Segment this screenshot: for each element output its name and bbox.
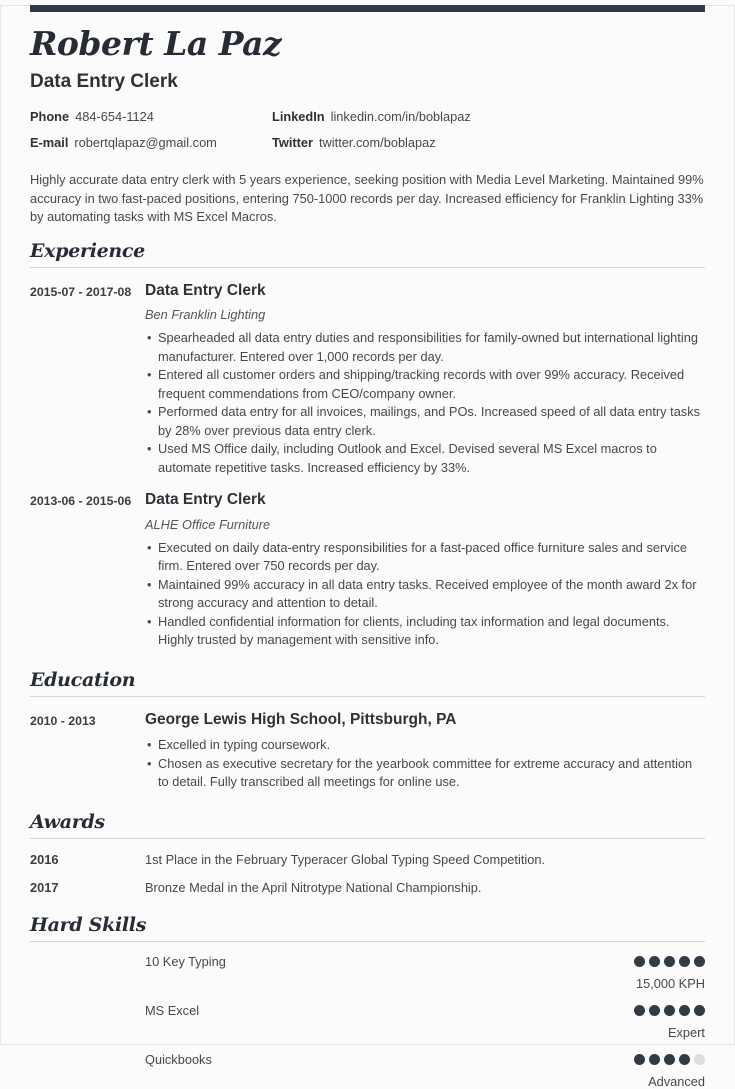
resume-header	[30, 26, 705, 150]
education-entries	[30, 711, 705, 792]
skill-rating-dot-icon	[649, 1005, 660, 1016]
skill-rating-dot-icon	[694, 956, 705, 967]
education-entry	[30, 711, 705, 792]
skill-rating-dot-icon	[664, 1054, 675, 1065]
section-experience	[30, 241, 705, 650]
skill-rating-dots	[634, 1054, 705, 1065]
education-role: George Lewis High School, Pittsburgh, PA	[145, 710, 457, 728]
section-education	[30, 670, 705, 792]
experience-dates: 2015-07 - 2017-08	[30, 284, 132, 299]
bullet-item: • Maintained 99% accuracy in all data entry tasks. Received employee of the month award 2x for strong accuracy and attention to detail.	[145, 576, 705, 613]
contact-grid	[30, 109, 705, 150]
skill-level: Advanced	[648, 1073, 705, 1089]
award-text: 1st Place in the February Typeracer Global Typing Speed Competition.	[145, 851, 546, 867]
section-title-awards: Awards	[30, 810, 105, 833]
skill-rating-dot-icon	[664, 1005, 675, 1016]
bullet-item: • Entered all customer orders and shipping/tracking records with over 99% accuracy. Received frequent commendations from CEO/company owner.	[145, 366, 705, 403]
education-dates: 2010 - 2013	[30, 713, 96, 728]
resume-document	[0, 5, 735, 1089]
skill-main	[145, 1052, 705, 1067]
resume-page	[0, 5, 735, 1089]
skill-body	[145, 1003, 705, 1040]
bullet-item: • Performed data entry for all invoices, mailings, and POs. Increased speed of all data entry tasks by 28% over previous data entry clerk.	[145, 403, 705, 440]
top-accent-bar	[30, 5, 705, 12]
bullet-item: • Chosen as executive secretary for the yearbook committee for extreme accuracy and attention to detail. Fully transcribed all meetings for online use.	[145, 755, 705, 792]
section-divider	[30, 696, 705, 697]
section-title-education: Education	[30, 668, 136, 691]
contact-item	[272, 135, 705, 150]
skill-name: 10 Key Typing	[145, 953, 226, 969]
experience-role: Data Entry Clerk	[145, 281, 266, 299]
skill-rating-dot-icon	[649, 956, 660, 967]
contact-item	[30, 109, 272, 124]
skill-rating-dot-icon	[664, 956, 675, 967]
skill-name: Quickbooks	[145, 1051, 212, 1067]
skill-rating-dot-icon	[694, 1054, 705, 1065]
contact-value: 484-654-1124	[75, 109, 154, 125]
skill-row	[30, 1052, 705, 1089]
section-title-hard-skills: Hard Skills	[30, 913, 147, 936]
skill-row	[30, 954, 705, 991]
bullet-item: • Handled confidential information for clients, including tax information and legal documents. Highly trusted by management with sensitive info.	[145, 613, 705, 650]
education-bullet-list	[145, 736, 705, 792]
skill-rating-dot-icon	[694, 1005, 705, 1016]
section-divider	[30, 941, 705, 942]
skill-rating-dots	[634, 1005, 705, 1016]
skill-rating-dot-icon	[679, 956, 690, 967]
experience-entries	[30, 282, 705, 650]
experience-bullet-list	[145, 329, 705, 477]
skill-rating-dot-icon	[679, 1054, 690, 1065]
experience-entry-body	[145, 282, 705, 478]
contact-label: E-mail	[30, 135, 69, 151]
summary-text: Highly accurate data entry clerk with 5 years experience, seeking position with Media Level Marketing. Maintained 99% accuracy in two fast-paced positions, entering 750-1000 records per day. Increased efficiency for Franklin Lighting 33% by automating tasks with MS Excel Macros.	[30, 172, 704, 225]
skill-rating-dot-icon	[679, 1005, 690, 1016]
skill-main	[145, 1003, 705, 1018]
section-awards	[30, 812, 705, 895]
contact-label: Twitter	[272, 135, 313, 151]
bullet-item: • Executed on daily data-entry responsibilities for a fast-paced office furniture sales and service firm. Entered over 750 records per day.	[145, 539, 705, 576]
section-hard-skills	[30, 915, 705, 1089]
skill-spacer	[30, 1003, 145, 1040]
skill-row	[30, 1003, 705, 1040]
job-title: Data Entry Clerk	[30, 71, 178, 93]
skill-rating-dot-icon	[634, 1005, 645, 1016]
bullet-item: • Spearheaded all data entry duties and responsibilities for family-owned but international lighting manufacturer. Entered over 1,000 records per day.	[145, 329, 705, 366]
section-divider	[30, 838, 705, 839]
skill-body	[145, 954, 705, 991]
person-name: Robert La Paz	[30, 24, 282, 63]
skill-name: MS Excel	[145, 1002, 200, 1018]
contact-value: robertqlapaz@gmail.com	[74, 135, 217, 151]
section-title-experience: Experience	[30, 239, 145, 262]
education-entry-body	[145, 711, 705, 792]
experience-bullet-list	[145, 539, 705, 650]
experience-entry	[30, 491, 705, 650]
skill-rating-dots	[634, 956, 705, 967]
skill-rating-dot-icon	[634, 956, 645, 967]
section-divider	[30, 267, 705, 268]
award-row	[30, 852, 705, 867]
bullet-item: • Used MS Office daily, including Outlook and Excel. Devised several MS Excel macros to automate repetitive tasks. Increased efficiency by 33%.	[145, 440, 705, 477]
experience-dates: 2013-06 - 2015-06	[30, 494, 132, 509]
skill-main	[145, 954, 705, 969]
skill-rows	[30, 954, 705, 1089]
experience-company: Ben Franklin Lighting	[145, 307, 266, 323]
experience-role: Data Entry Clerk	[145, 491, 266, 509]
award-year: 2017	[30, 879, 59, 895]
skill-rating-dot-icon	[649, 1054, 660, 1065]
skill-spacer	[30, 1052, 145, 1089]
experience-company: ALHE Office Furniture	[145, 516, 271, 532]
skill-level: 15,000 KPH	[635, 975, 705, 991]
skill-level: Expert	[668, 1024, 705, 1040]
contact-item	[272, 109, 705, 124]
skill-spacer	[30, 954, 145, 991]
award-text: Bronze Medal in the April Nitrotype National Championship.	[145, 879, 482, 895]
contact-label: LinkedIn	[272, 109, 325, 125]
skill-body	[145, 1052, 705, 1089]
award-row	[30, 880, 705, 895]
bullet-item: • Excelled in typing coursework.	[145, 736, 705, 755]
experience-entry-body	[145, 491, 705, 650]
contact-value: linkedin.com/in/boblapaz	[330, 109, 471, 125]
experience-entry	[30, 282, 705, 478]
contact-value: twitter.com/boblapaz	[319, 135, 436, 151]
contact-label: Phone	[30, 109, 70, 125]
contact-item	[30, 135, 272, 150]
skill-rating-dot-icon	[634, 1054, 645, 1065]
award-year: 2016	[30, 851, 59, 867]
award-rows	[30, 852, 705, 895]
